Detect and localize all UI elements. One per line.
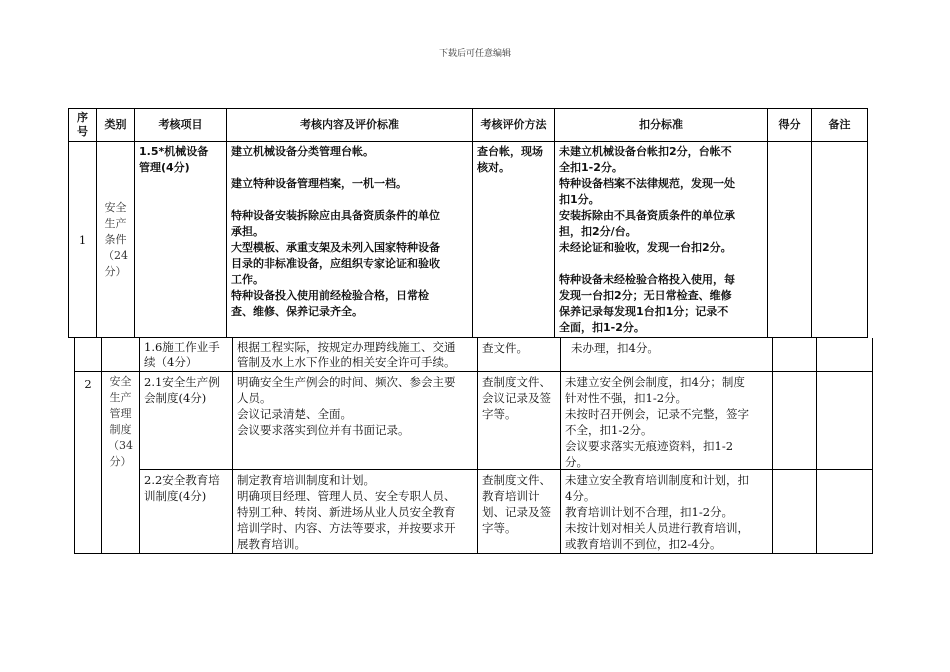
row16-item xyxy=(140,338,233,372)
row21-method xyxy=(478,372,561,470)
header-seq-line: 序 xyxy=(77,111,88,124)
row21-score xyxy=(773,372,817,470)
content-line: 目录的非标准设备，应组织专家论证和验收 xyxy=(231,257,440,270)
item-line: 2.2安全教育培 xyxy=(144,473,220,487)
item-line: 续（4分） xyxy=(144,355,198,369)
deduction-line: 会议要求落实无痕迹资料，扣1-2 xyxy=(565,439,734,453)
row16-deduction: 未办理，扣4分。 xyxy=(561,338,773,372)
row16-seq xyxy=(74,338,102,372)
method-line: 字等。 xyxy=(482,407,517,421)
header-remark: 备注 xyxy=(812,108,868,142)
deduction-line: 安装拆除由不具备资质条件的单位承 xyxy=(559,209,735,222)
category-line: 分） xyxy=(109,455,132,468)
content-gap xyxy=(231,160,468,176)
category-line: （34 xyxy=(108,439,133,452)
deduction-line: 未建立安全教育培训制度和计划，扣 xyxy=(565,473,749,487)
deduction-line: 未按时召开例会，记录不完整，签字 xyxy=(565,407,749,421)
content-line: 展教育培训。 xyxy=(237,537,306,551)
deduction-line: 担，扣2分/台。 xyxy=(559,225,637,238)
header-seq xyxy=(68,108,97,142)
content-line: 承担。 xyxy=(231,225,264,238)
header-content: 考核内容及评价标准 xyxy=(227,108,473,142)
category-line: 管理 xyxy=(109,407,132,420)
deduction-line: 不全，扣1-2分。 xyxy=(565,423,653,437)
deduction-line: 4分。 xyxy=(565,489,596,503)
row21-item xyxy=(140,372,233,470)
content-line: 根据工程实际，按规定办理跨线施工、交通 xyxy=(237,340,456,354)
row16-category xyxy=(102,338,140,372)
deduction-line: 未建立机械设备台帐扣2分，台帐不 xyxy=(559,145,732,158)
content-line: 建立特种设备管理档案，一机一档。 xyxy=(231,177,407,190)
method-line: 划、记录及签 xyxy=(482,505,551,519)
deduction-line: 针对性不强，扣1-2分。 xyxy=(565,391,688,405)
method-line: 查制度文件、 xyxy=(482,375,551,389)
content-line: 特种设备投入使用前经检验合格，日常检 xyxy=(231,289,429,302)
deduction-line: 全面，扣1-2分。 xyxy=(559,321,645,334)
method-line: 核对。 xyxy=(477,161,510,174)
header-score: 得分 xyxy=(768,108,812,142)
header-method: 考核评价方法 xyxy=(473,108,555,142)
row22-item xyxy=(140,470,233,554)
item-line: 2.1安全生产例 xyxy=(144,375,220,389)
deduction-line: 发现一台扣2分；无日常检查、维修 xyxy=(559,289,732,302)
content-line: 特种设备安装拆除应由具备资质条件的单位 xyxy=(231,209,440,222)
page-header: 下载后可任意编辑 xyxy=(438,49,511,59)
content-line: 建立机械设备分类管理台帐。 xyxy=(231,145,374,158)
category-line: 制度 xyxy=(109,423,132,436)
header-category: 类别 xyxy=(97,108,135,142)
row21-content xyxy=(233,372,478,470)
row22-content xyxy=(233,470,478,554)
row21-remark xyxy=(817,372,873,470)
deduction-line: 特种设备档案不法律规范，发现一处 xyxy=(559,177,735,190)
category-line: 安全 xyxy=(109,375,132,388)
deduction-line: 或教育培训不到位，扣2-4分。 xyxy=(565,537,722,551)
content-line: 大型模板、承重支架及未列入国家特种设备 xyxy=(231,241,440,254)
row2-seq: 2 xyxy=(74,372,102,554)
content-line: 培训学时、内容、方法等要求，并按要求开 xyxy=(237,521,456,535)
row1-category xyxy=(97,142,135,338)
row1-seq: 1 xyxy=(68,142,97,338)
item-line: 1.5*机械设备 xyxy=(139,145,209,158)
deduction-gap xyxy=(559,256,763,272)
row1-score xyxy=(768,142,812,338)
content-line: 工作。 xyxy=(231,273,264,286)
row22-score xyxy=(773,470,817,554)
deduction-line: 保养记录每发现1台扣1分；记录不 xyxy=(559,305,729,318)
content-line: 明确项目经理、管理人员、安全专职人员、 xyxy=(237,489,456,503)
method-line: 查台帐，现场 xyxy=(477,145,543,158)
item-line: 会制度(4分) xyxy=(144,391,207,405)
deduction-line: 扣1分。 xyxy=(559,193,600,206)
content-line: 特别工种、转岗、新进场从业人员安全教育 xyxy=(237,505,456,519)
header-item: 考核项目 xyxy=(135,108,227,142)
deduction-line: 全扣1-2分。 xyxy=(559,161,623,174)
deduction-line: 分。 xyxy=(565,455,588,469)
category-line: 安全 xyxy=(104,200,127,214)
item-line: 训制度(4分) xyxy=(144,489,207,503)
category-line: 生产 xyxy=(109,391,132,404)
deduction-line: 特种设备未经检验合格投入使用，每 xyxy=(559,273,735,286)
content-line: 会议要求落实到位并有书面记录。 xyxy=(237,423,410,437)
category-line: 条件 xyxy=(104,232,127,246)
content-line: 查、维修、保养记录齐全。 xyxy=(231,305,363,318)
row1-content xyxy=(227,142,473,338)
row2-category xyxy=(102,372,140,554)
deduction-line: 教育培训计划不合理，扣1-2分。 xyxy=(565,505,734,519)
deduction-line: 未经论证和验收，发现一台扣2分。 xyxy=(559,241,732,254)
row22-remark xyxy=(817,470,873,554)
row16-score xyxy=(773,338,817,372)
header-deduction: 扣分标准 xyxy=(555,108,768,142)
header-seq-line: 号 xyxy=(77,125,88,138)
row16-content xyxy=(233,338,478,372)
row1-remark xyxy=(812,142,868,338)
row22-method xyxy=(478,470,561,554)
row21-deduction xyxy=(561,372,773,470)
content-line: 管制及水上水下作业的相关安全许可手续。 xyxy=(237,355,456,369)
method-line: 会议记录及签 xyxy=(482,391,551,405)
method-line: 查制度文件、 xyxy=(482,473,551,487)
item-line: 管理(4分) xyxy=(139,161,190,174)
content-line: 人员。 xyxy=(237,391,272,405)
method-line: 教育培训计 xyxy=(482,489,540,503)
content-line: 明确安全生产例会的时间、频次、参会主要 xyxy=(237,375,456,389)
row22-deduction xyxy=(561,470,773,554)
content-gap xyxy=(231,192,468,208)
content-line: 会议记录清楚、全面。 xyxy=(237,407,352,421)
item-line: 1.6施工作业手 xyxy=(144,340,220,354)
method-line: 字等。 xyxy=(482,521,517,535)
category-line: （24 xyxy=(103,248,128,262)
content-line: 制定教育培训制度和计划。 xyxy=(237,473,375,487)
row16-method: 查文件。 xyxy=(478,338,561,372)
category-line: 分） xyxy=(104,264,127,278)
deduction-line: 未按计划对相关人员进行教育培训， xyxy=(565,521,749,535)
category-line: 生产 xyxy=(104,216,127,230)
row1-item xyxy=(135,142,227,338)
row1-method xyxy=(473,142,555,338)
deduction-line: 未建立安全例会制度，扣4分；制度 xyxy=(565,375,745,389)
row16-remark xyxy=(817,338,873,372)
row1-deduction xyxy=(555,142,768,338)
